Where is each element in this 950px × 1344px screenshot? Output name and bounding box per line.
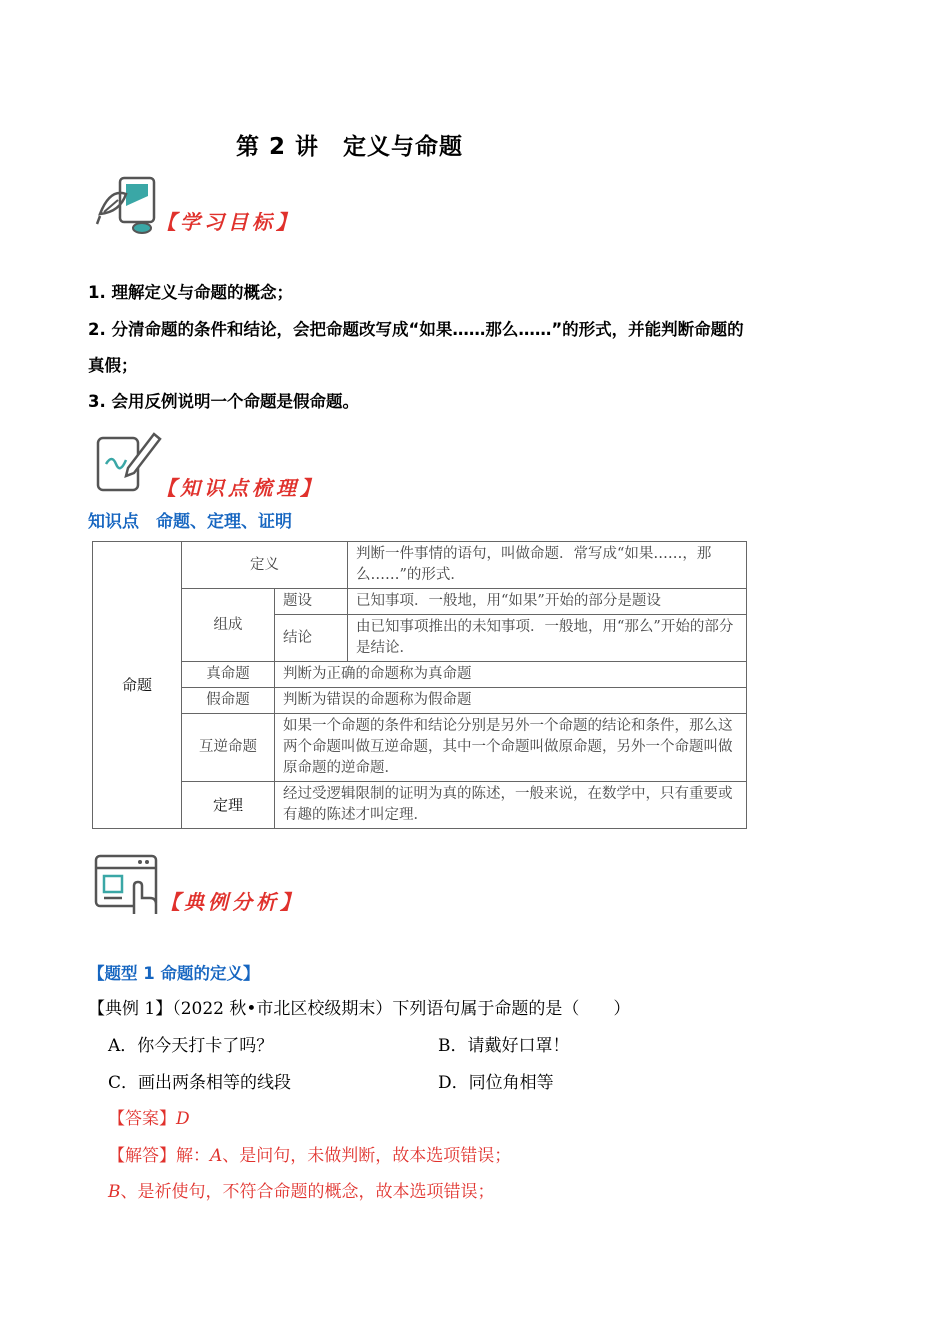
answer-value: D — [176, 1109, 190, 1129]
solution-line-2 — [108, 1177, 495, 1202]
example-label: 【典例 1】 — [88, 999, 173, 1019]
goal-item-1: 1. 理解定义与命题的概念； — [88, 283, 293, 302]
knowledge-table — [92, 541, 747, 829]
cell-converse-label: 互逆命题 — [182, 714, 275, 782]
cell-conclusion-text: 由已知事项推出的未知事项．一般地，用“那么”开始的部分是结论． — [348, 615, 747, 662]
section-label-knowledge: 【知识点梳理】 — [156, 476, 324, 500]
scroll-quill-icon — [92, 170, 162, 244]
cell-true-text: 判断为正确的命题称为真命题 — [275, 662, 747, 688]
cell-theorem-text: 经过受逻辑限制的证明为真的陈述，一般来说，在数学中，只有重要或有趣的陈述才叫定理． — [275, 782, 747, 829]
section-label-examples: 【典例分析】 — [160, 890, 304, 914]
cell-hypothesis-text: 已知事项．一般地，用“如果”开始的部分是题设 — [348, 589, 747, 615]
solution-letter-b: B — [108, 1182, 121, 1202]
goal-item-3: 3. 会用反例说明一个命题是假命题。 — [88, 392, 359, 411]
option-c: C．画出两条相等的线段 — [108, 1073, 292, 1093]
page-title: 第 2 讲 定义与命题 — [236, 134, 464, 160]
solution-label: 【解答】 — [108, 1146, 176, 1166]
cell-definition-text: 判断一件事情的语句，叫做命题．常写成“如果……，那么……”的形式． — [348, 542, 747, 589]
example-question: （2022 秋•市北区校级期末）下列语句属于命题的是（ ） — [172, 999, 631, 1019]
row-header-proposition: 命题 — [93, 542, 182, 829]
solution-text-a: 、是问句，未做判断，故本选项错误； — [222, 1146, 512, 1166]
solution-prefix: 解： — [176, 1146, 210, 1166]
cell-false-text: 判断为错误的命题称为假命题 — [275, 688, 747, 714]
question-type-heading: 【题型 1 命题的定义】 — [88, 964, 260, 983]
option-a: A．你今天打卡了吗？ — [108, 1036, 274, 1056]
answer-line — [108, 1104, 190, 1129]
cell-definition-label: 定义 — [182, 542, 348, 589]
answer-label: 【答案】 — [108, 1109, 176, 1129]
solution-line-1 — [108, 1141, 511, 1166]
pencil-notepad-icon — [92, 428, 164, 502]
option-b: B．请戴好口罩！ — [438, 1036, 570, 1056]
example-stem — [88, 994, 630, 1019]
cell-conclusion-label: 结论 — [275, 615, 348, 662]
goal-item-2: 2. 分清命题的条件和结论，会把命题改写成“如果……那么……”的形式，并能判断命题的 — [88, 320, 744, 339]
cell-composition-label: 组成 — [182, 589, 275, 662]
goal-item-2-cont: 真假； — [88, 356, 138, 375]
row-header-theorem: 定理 — [182, 782, 275, 829]
cell-true-label: 真命题 — [182, 662, 275, 688]
cell-converse-text: 如果一个命题的条件和结论分别是另外一个命题的结论和条件，那么这两个命题叫做互逆命题，其中一个命题叫做原命题，另外一个命题叫做原命题的逆命题． — [275, 714, 747, 782]
section-label-goals: 【学习目标】 — [156, 210, 300, 234]
cell-false-label: 假命题 — [182, 688, 275, 714]
option-d: D．同位角相等 — [438, 1073, 554, 1093]
cell-hypothesis-label: 题设 — [275, 589, 348, 615]
browser-click-icon — [92, 852, 164, 924]
solution-text-b: 、是祈使句，不符合命题的概念，故本选项错误； — [120, 1182, 495, 1202]
solution-letter-a: A — [210, 1146, 223, 1166]
knowledge-title: 知识点 命题、定理、证明 — [88, 512, 292, 532]
